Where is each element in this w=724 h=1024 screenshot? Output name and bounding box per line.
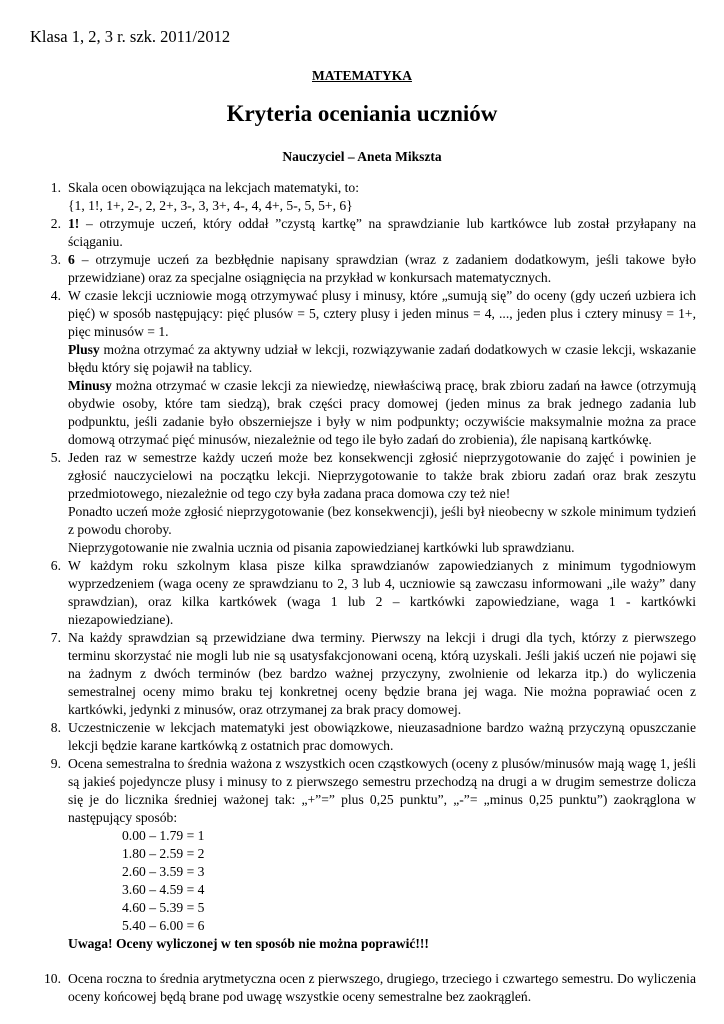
grade-threshold: 0.00 – 1.79 = 1 xyxy=(122,828,205,843)
item-number: 1. xyxy=(50,180,61,195)
minusy-label: Minusy xyxy=(68,378,112,393)
minusy-text: można otrzymać w czasie lekcji za niewiedzę, niewłaściwą pracę, brak zbioru zadań na ławce (otrzymują obydwie osoby, które tam siedzą), brak części pracy domowej (jeden minus za brak jednego zadania lub podpunktu, jeśli zadanie było obszerniejsze i były w nim podpunkty; oczywiście maksymalnie można za prace domową otrzymać pięć minusów, niezależnie od tego ile było zadań do zrobienia), źle napisaną kartkówkę. xyxy=(68,378,696,447)
list-item-7 xyxy=(0,629,724,719)
plusy-label: Plusy xyxy=(68,342,100,357)
item-number: 9. xyxy=(50,756,61,771)
plusy-paragraph xyxy=(68,341,696,377)
list-item-8 xyxy=(0,719,724,755)
item-text: Jeden raz w semestrze każdy uczeń może bez konsekwencji zgłosić nieprzygotowanie do zajęć i powinien je zgłosić nauczycielowi na początku lekcji. Nieprzygotowanie to także brak zbioru zadań oraz brak zeszytu przedmiotowego, niezależnie od tego czy była zadana praca domowa czy też nie! xyxy=(68,450,696,501)
item-description: – otrzymuje uczeń za bezbłędnie napisany sprawdzian (wraz z zadaniem dodatkowym, jeśli takowe było przewidziane) oraz za specjalne osiągnięcia na przykład w konkursach matematycznych. xyxy=(68,252,696,285)
teacher-line: Nauczyciel – Aneta Mikszta xyxy=(282,149,442,164)
warning-note: Uwaga! Oceny wyliczonej w ten sposób nie można poprawić!!! xyxy=(68,936,429,951)
item-number: 5. xyxy=(50,450,61,465)
list-item-5 xyxy=(0,449,724,557)
item-number: 8. xyxy=(50,720,61,735)
list-item-6 xyxy=(0,557,724,629)
grade-thresholds xyxy=(68,827,696,935)
list-item-10 xyxy=(0,970,724,1006)
item-description: – otrzymuje uczeń, który oddał ”czystą kartkę” na sprawdzianie lub kartkówce lub został przyłapany na ściąganiu. xyxy=(68,216,696,249)
item-number: 2. xyxy=(50,216,61,231)
item-text: Na każdy sprawdzian są przewidziane dwa terminy. Pierwszy na lekcji i drugi dla tych, którzy z pierwszego terminu skorzystać nie mogli lub nie są usatysfakcjonowani oceną, którą uzyskali. Jeśli jakiś uczeń nie pojawi się na żadnym z dwóch terminów (bez bardzo ważnej przyczyny, zwolnienie od lekarza itp.) do wyliczenia semestralnej oceny mimo braku tej konkretnej oceny będzie brana jej waga. Nie można poprawiać ocen z kartkówki, jedynki z minusów, oraz otrzymanej za brak pracy domowej. xyxy=(68,630,696,717)
item-text: W każdym roku szkolnym klasa pisze kilka sprawdzianów zapowiedzianych z minimum tygodniowym wyprzedzeniem (waga oceny ze sprawdzianu to 2, 3 lub 4, uczniowie są zawczasu informowani „ile waży” dany sprawdzian), oraz kilka kartkówek (waga 1 lub 2 – kartkówki zapowiedziane, waga 1 - kartkówki niezapowiedziane). xyxy=(68,558,696,627)
item-text: W czasie lekcji uczniowie mogą otrzymywać plusy i minusy, które „sumują się” do oceny (gdy uczeń uzbiera ich pięć) w sposób następujący: pięć plusów = 5, cztery plusy i jeden minus = 4, ..., jeden plus i cztery minusy = 1+, pięc minusów = 1. xyxy=(68,288,696,339)
item-number: 10. xyxy=(44,971,61,986)
item-number: 7. xyxy=(50,630,61,645)
grade-threshold: 3.60 – 4.59 = 4 xyxy=(122,882,205,897)
item-text: Ocena semestralna to średnia ważona z wszystkich ocen cząstkowych (oceny z plusów/minusów mają wagę 1, jeśli są jakieś pojedyncze plusy i minusy to z pierwszego semestru przechodzą na drugi a w drugim semestrze dolicza się je do licznika średniej ważonej tak: „+”=” plus 0,25 punktu”, „-”= „minus 0,25 punktu”) zaokrąglona w następujący sposób: xyxy=(68,756,696,825)
list-item-9 xyxy=(0,755,724,953)
plusy-text: można otrzymać za aktywny udział w lekcji, rozwiązywanie zadań dodatkowych w czasie lekcji, wskazanie błędu który się pojawił na tablicy. xyxy=(68,342,696,375)
grade-label: 1! xyxy=(68,216,80,231)
grade-threshold: 1.80 – 2.59 = 2 xyxy=(122,846,205,861)
item-text xyxy=(68,215,696,251)
item-text: Ocena roczna to średnia arytmetyczna ocen z pierwszego, drugiego, trzeciego i czwartego semestru. Do wyliczenia oceny końcowej będą brane pod uwagę wszystkie oceny semestralne bez zaokrągleń. xyxy=(68,971,696,1004)
item-text xyxy=(68,251,696,287)
item-number: 4. xyxy=(50,288,61,303)
list-item-4 xyxy=(0,287,724,449)
item-text: Ponadto uczeń może zgłosić nieprzygotowanie (bez konsekwencji), jeśli był nieobecny w szkole minimum tydzień z powodu choroby. xyxy=(68,504,696,537)
item-text: Uczestniczenie w lekcjach matematyki jest obowiązkowe, nieuzasadnione bardzo ważną przyczyną opuszczanie lekcji będzie karane kartkówką z ostatnich prac domowych. xyxy=(68,720,696,753)
item-number: 3. xyxy=(50,252,61,267)
grade-threshold: 2.60 – 3.59 = 3 xyxy=(122,864,205,879)
document-title: Kryteria oceniania uczniów xyxy=(226,101,498,126)
grade-threshold: 4.60 – 5.39 = 5 xyxy=(122,900,205,915)
grade-threshold: 5.40 – 6.00 = 6 xyxy=(122,918,205,933)
list-item-2 xyxy=(0,215,724,251)
item-text: Nieprzygotowanie nie zwalnia ucznia od pisania zapowiedzianej kartkówki lub sprawdzianu. xyxy=(68,540,575,555)
spacer xyxy=(0,953,724,970)
item-text: Skala ocen obowiązująca na lekcjach matematyki, to: xyxy=(68,180,360,195)
grade-label: 6 xyxy=(68,252,75,267)
minusy-paragraph xyxy=(68,377,696,449)
class-info: Klasa 1, 2, 3 r. szk. 2011/2012 xyxy=(30,27,231,46)
list-item-3 xyxy=(0,251,724,287)
grade-scale: {1, 1!, 1+, 2-, 2, 2+, 3-, 3, 3+, 4-, 4, 4+, 5-, 5, 5+, 6} xyxy=(68,198,353,213)
list-item-1 xyxy=(0,179,724,215)
subject-heading: MATEMATYKA xyxy=(312,68,412,83)
item-number: 6. xyxy=(50,558,61,573)
criteria-list xyxy=(0,179,724,1006)
